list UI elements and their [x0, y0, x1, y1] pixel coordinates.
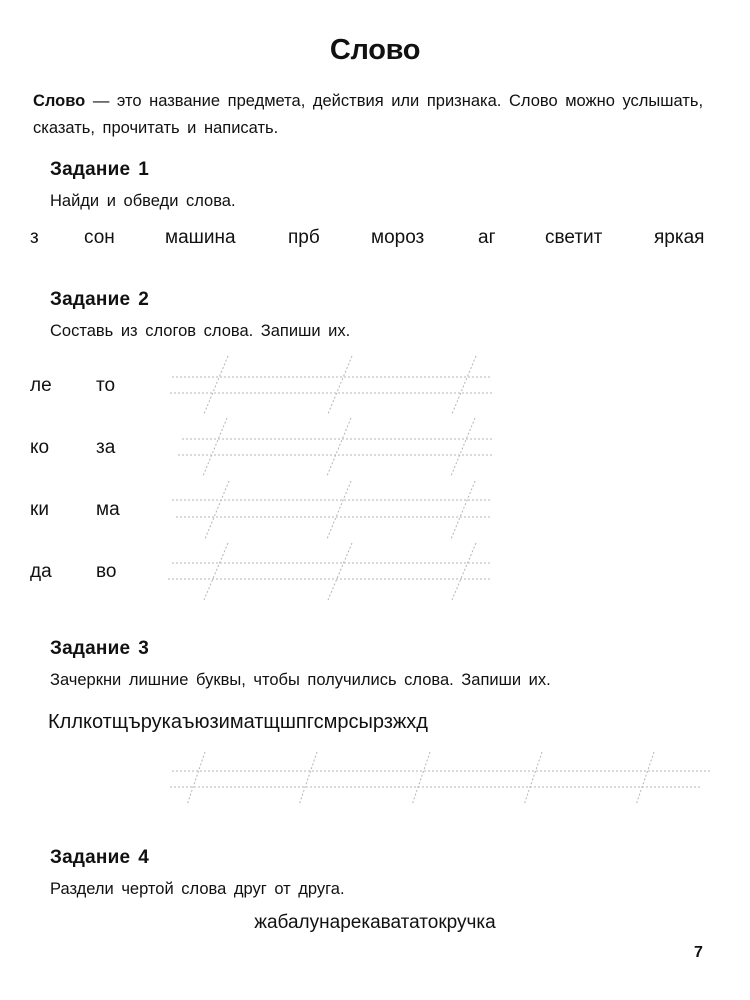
task-1-word[interactable]: светит [545, 227, 603, 248]
intro-term: Слово [33, 92, 86, 110]
syllable: ки [30, 499, 49, 520]
intro-paragraph [33, 88, 713, 142]
task-3-instruction: Зачеркни лишние буквы, чтобы получились слова. Запиши их. [50, 671, 551, 689]
intro-text: — это название предмета, действия или признака. Слово можно услышать, сказать, прочитать и написать. [33, 92, 704, 137]
task-4-heading [50, 847, 149, 869]
task-2-instruction: Составь из слогов слова. Запиши их. [50, 322, 351, 340]
syllable: ко [30, 437, 50, 458]
writing-line-row-1 [170, 356, 492, 414]
syllable: за [96, 437, 116, 458]
task-1-word[interactable]: з [30, 227, 39, 248]
task-heading-label: Задание [50, 289, 131, 310]
task-2-heading [50, 289, 149, 311]
task-1-word[interactable]: прб [288, 227, 320, 248]
task-1-word[interactable]: сон [84, 227, 115, 248]
writing-line-row-3 [172, 481, 492, 539]
task-1-instruction: Найди и обведи слова. [50, 192, 236, 210]
syllable: ле [30, 375, 52, 396]
task-3-letter-string[interactable]: Кллкотщърукаъюзиматщшпгсмрсырзжхд [48, 711, 428, 733]
task-3-heading [50, 638, 149, 660]
syllable: да [30, 561, 52, 582]
task-1-word[interactable]: яркая [654, 227, 705, 248]
task-heading-label: Задание [50, 638, 131, 659]
syllable: то [96, 375, 116, 396]
task-1-heading [50, 159, 149, 181]
page-title: Слово [329, 34, 421, 66]
writing-line-row-2 [178, 418, 492, 476]
task-1-word[interactable]: мороз [371, 227, 425, 248]
task-4-instruction: Раздели чертой слова друг от друга. [50, 880, 345, 898]
page-number: 7 [694, 944, 703, 961]
task-heading-label: Задание [50, 847, 131, 868]
task-1-word[interactable]: аг [478, 227, 496, 248]
task-heading-label: Задание [50, 159, 131, 180]
writing-line-task-3 [170, 752, 710, 805]
syllable: ма [96, 499, 120, 520]
task-number: 1 [138, 159, 150, 180]
task-number: 4 [138, 847, 150, 868]
task-number: 2 [138, 289, 150, 310]
task-number: 3 [138, 638, 150, 659]
syllable: во [96, 561, 117, 582]
task-4-letter-string[interactable]: жабалунарекавататокручка [254, 912, 496, 933]
task-1-word[interactable]: машина [165, 227, 236, 248]
writing-line-row-4 [168, 543, 492, 600]
